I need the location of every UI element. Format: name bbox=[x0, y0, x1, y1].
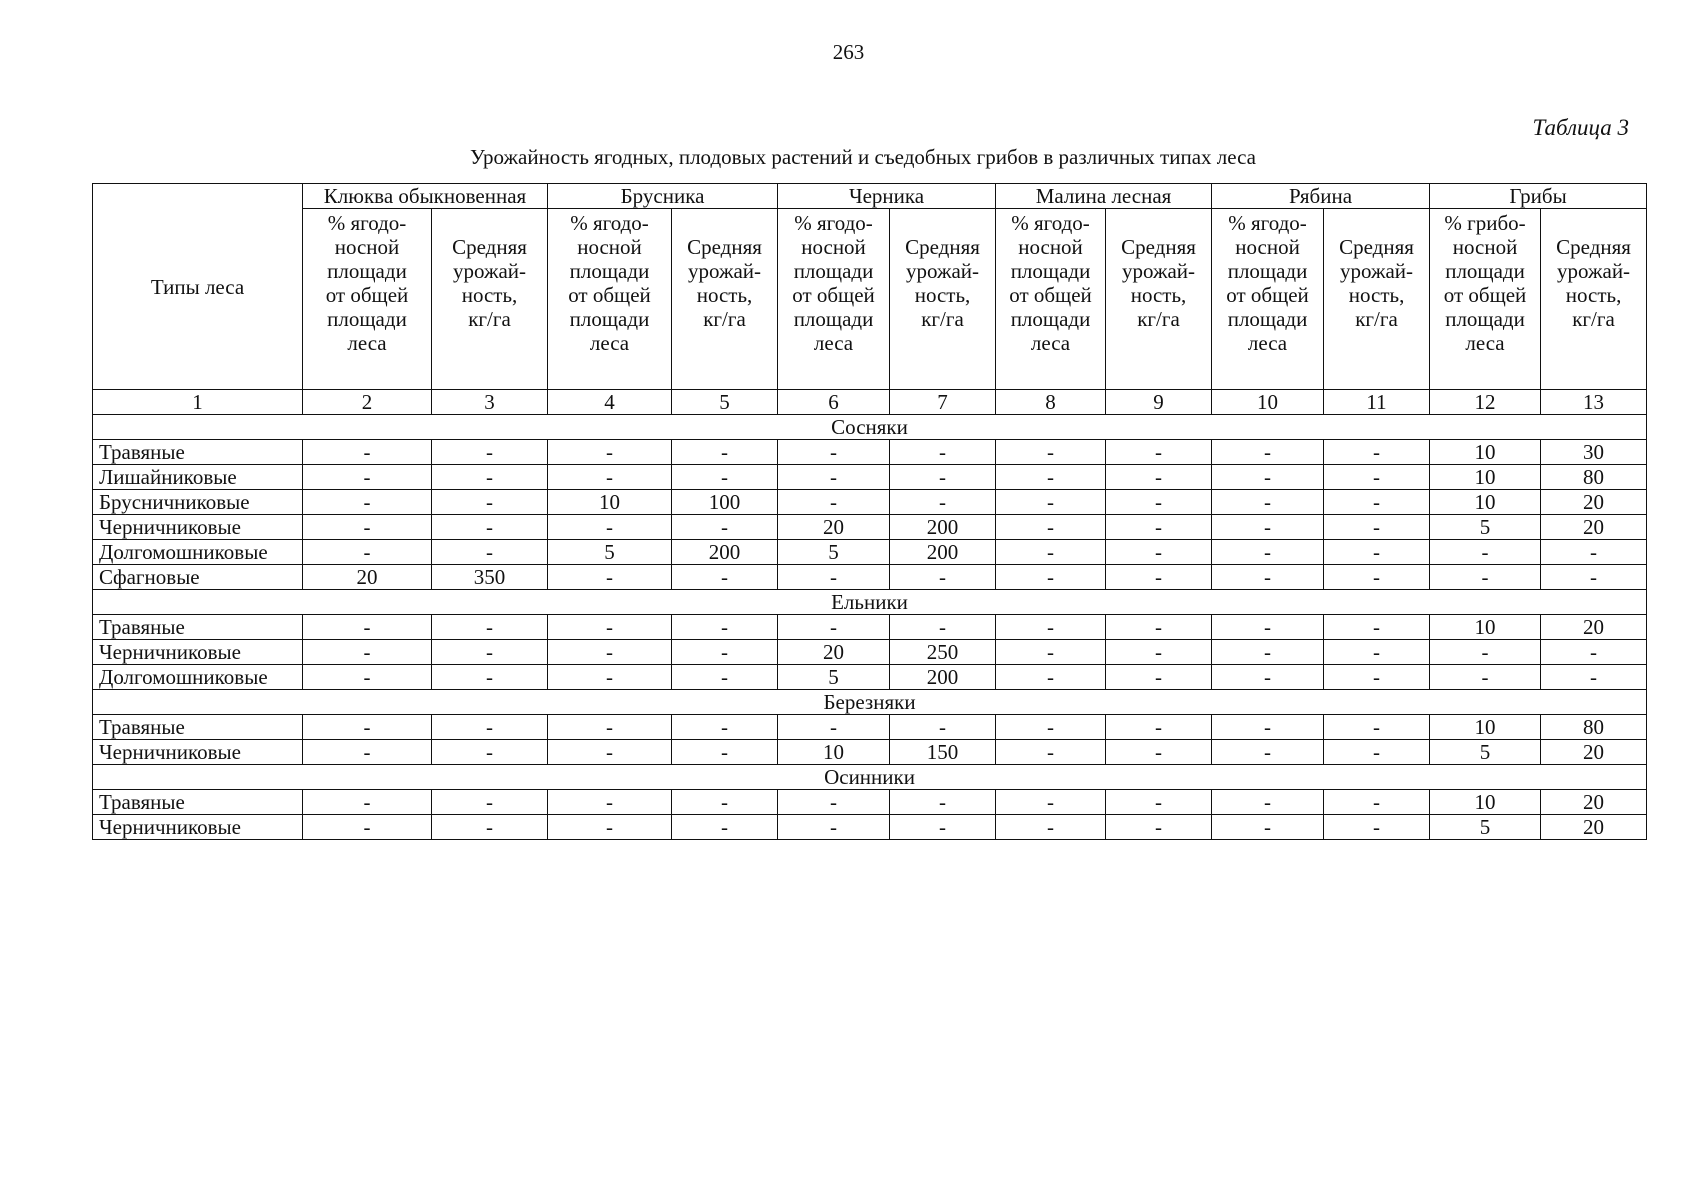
value-cell: - bbox=[1106, 465, 1212, 490]
header-subcolumn-line: площади bbox=[1010, 307, 1091, 331]
header-group: Грибы bbox=[1430, 184, 1647, 209]
value-cell: - bbox=[432, 440, 548, 465]
value-cell: - bbox=[1430, 565, 1541, 590]
value-cell: - bbox=[1541, 565, 1647, 590]
header-subcolumn-line: кг/га bbox=[1137, 307, 1180, 331]
forest-type-cell: Травяные bbox=[93, 615, 303, 640]
value-cell: - bbox=[778, 815, 890, 840]
header-subcolumn-line: площади bbox=[569, 307, 650, 331]
section-title: Ельники bbox=[93, 590, 1647, 615]
value-cell: - bbox=[1106, 615, 1212, 640]
section-title: Сосняки bbox=[93, 415, 1647, 440]
value-cell: 80 bbox=[1541, 715, 1647, 740]
value-cell: 10 bbox=[1430, 490, 1541, 515]
value-cell: 5 bbox=[778, 665, 890, 690]
forest-type-cell: Сфагновые bbox=[93, 565, 303, 590]
table-row bbox=[93, 815, 1647, 840]
value-cell: - bbox=[548, 515, 672, 540]
value-cell: - bbox=[1541, 665, 1647, 690]
forest-type-cell: Черничниковые bbox=[93, 740, 303, 765]
value-cell: 10 bbox=[1430, 465, 1541, 490]
table-row bbox=[93, 465, 1647, 490]
header-subcolumn-line: Средняя bbox=[905, 235, 980, 259]
value-cell: - bbox=[996, 440, 1106, 465]
header-subcolumn-line: площади bbox=[793, 307, 874, 331]
forest-type-cell: Лишайниковые bbox=[93, 465, 303, 490]
value-cell: - bbox=[1106, 815, 1212, 840]
value-cell: - bbox=[996, 465, 1106, 490]
value-cell: - bbox=[1106, 665, 1212, 690]
value-cell: - bbox=[303, 815, 432, 840]
value-cell: - bbox=[1212, 815, 1324, 840]
header-subcolumn-line: площади bbox=[327, 259, 407, 283]
value-cell: - bbox=[1541, 540, 1647, 565]
value-cell: - bbox=[672, 515, 778, 540]
value-cell: 20 bbox=[1541, 515, 1647, 540]
value-cell: - bbox=[1324, 665, 1430, 690]
value-cell: - bbox=[548, 815, 672, 840]
value-cell: - bbox=[996, 565, 1106, 590]
header-subcolumn-line: % ягодо- bbox=[794, 211, 873, 235]
value-cell: - bbox=[890, 565, 996, 590]
header-subcolumn-line: урожай- bbox=[687, 259, 762, 283]
table-row bbox=[93, 790, 1647, 815]
value-cell: - bbox=[432, 665, 548, 690]
table-row bbox=[93, 715, 1647, 740]
value-cell: 150 bbox=[890, 740, 996, 765]
value-cell: - bbox=[890, 815, 996, 840]
table-title: Урожайность ягодных, плодовых растений и съедобных грибов в различных типах леса bbox=[470, 145, 1256, 169]
forest-type-cell: Брусничниковые bbox=[93, 490, 303, 515]
value-cell: - bbox=[996, 790, 1106, 815]
table-row bbox=[93, 490, 1647, 515]
value-cell: - bbox=[1324, 790, 1430, 815]
value-cell: 100 bbox=[672, 490, 778, 515]
value-cell: - bbox=[996, 715, 1106, 740]
table-row bbox=[93, 665, 1647, 690]
column-number: 12 bbox=[1430, 390, 1541, 415]
value-cell: - bbox=[548, 665, 672, 690]
header-subcolumn-line: носной bbox=[1018, 235, 1083, 259]
table-row bbox=[93, 540, 1647, 565]
value-cell: - bbox=[1212, 615, 1324, 640]
value-cell: - bbox=[432, 465, 548, 490]
value-cell: - bbox=[1106, 565, 1212, 590]
header-subcolumn-line: от общей bbox=[792, 283, 875, 307]
value-cell: - bbox=[432, 540, 548, 565]
header-subcolumn-line: носной bbox=[577, 235, 642, 259]
header-subcolumn-line: Средняя bbox=[1121, 235, 1196, 259]
value-cell: - bbox=[1106, 440, 1212, 465]
value-cell: 20 bbox=[1541, 790, 1647, 815]
header-subcolumn-line: площади bbox=[1227, 307, 1308, 331]
column-number: 10 bbox=[1212, 390, 1324, 415]
value-cell: - bbox=[432, 715, 548, 740]
header-subcolumn-line: от общей bbox=[1009, 283, 1092, 307]
value-cell: - bbox=[432, 515, 548, 540]
value-cell: - bbox=[672, 815, 778, 840]
value-cell: - bbox=[778, 715, 890, 740]
page-number: 263 bbox=[832, 40, 865, 64]
value-cell: - bbox=[890, 440, 996, 465]
value-cell: - bbox=[303, 715, 432, 740]
header-subcolumn-line: ность, bbox=[1348, 283, 1405, 307]
value-cell: 20 bbox=[778, 515, 890, 540]
header-subcolumn bbox=[1541, 209, 1647, 390]
header-group: Брусника bbox=[548, 184, 778, 209]
header-subcolumn-line: площади bbox=[1010, 259, 1091, 283]
value-cell: - bbox=[1324, 715, 1430, 740]
section-row bbox=[93, 765, 1647, 790]
value-cell: - bbox=[1106, 640, 1212, 665]
header-subcolumn-line: носной bbox=[334, 235, 400, 259]
value-cell: 10 bbox=[1430, 715, 1541, 740]
value-cell: - bbox=[548, 715, 672, 740]
header-subcolumn-line: леса bbox=[347, 331, 387, 355]
value-cell: - bbox=[1212, 515, 1324, 540]
value-cell: - bbox=[1212, 740, 1324, 765]
value-cell: - bbox=[1212, 715, 1324, 740]
column-number: 9 bbox=[1106, 390, 1212, 415]
value-cell: - bbox=[548, 465, 672, 490]
header-subcolumn-line: леса bbox=[1030, 331, 1071, 355]
value-cell: 5 bbox=[778, 540, 890, 565]
value-cell: 20 bbox=[1541, 740, 1647, 765]
value-cell: 200 bbox=[890, 515, 996, 540]
value-cell: - bbox=[1324, 440, 1430, 465]
header-subcolumn bbox=[890, 209, 996, 390]
value-cell: - bbox=[303, 615, 432, 640]
header-forest-type: Типы леса bbox=[93, 184, 303, 390]
value-cell: - bbox=[303, 740, 432, 765]
value-cell: - bbox=[890, 715, 996, 740]
value-cell: - bbox=[1324, 465, 1430, 490]
value-cell: 10 bbox=[1430, 615, 1541, 640]
value-cell: - bbox=[1212, 440, 1324, 465]
forest-type-cell: Долгомошниковые bbox=[93, 665, 303, 690]
section-row bbox=[93, 415, 1647, 440]
value-cell: - bbox=[303, 790, 432, 815]
value-cell: - bbox=[778, 615, 890, 640]
table-row bbox=[93, 640, 1647, 665]
value-cell: - bbox=[1212, 565, 1324, 590]
value-cell: - bbox=[1430, 640, 1541, 665]
value-cell: 20 bbox=[1541, 815, 1647, 840]
header-subcolumn-line: площади bbox=[1445, 307, 1525, 331]
header-subcolumn-line: площади bbox=[793, 259, 874, 283]
value-cell: - bbox=[672, 565, 778, 590]
forest-type-cell: Черничниковые bbox=[93, 640, 303, 665]
table-row bbox=[93, 440, 1647, 465]
header-subcolumn-line: урожай- bbox=[452, 259, 527, 283]
value-cell: - bbox=[1106, 715, 1212, 740]
table-caption: Таблица 3 bbox=[1532, 115, 1629, 140]
value-cell: - bbox=[672, 715, 778, 740]
header-subcolumn-line: площади bbox=[1227, 259, 1308, 283]
table-row bbox=[93, 515, 1647, 540]
value-cell: - bbox=[890, 490, 996, 515]
value-cell: 80 bbox=[1541, 465, 1647, 490]
value-cell: - bbox=[996, 615, 1106, 640]
section-row bbox=[93, 690, 1647, 715]
header-subcolumn-line: леса bbox=[1465, 331, 1505, 355]
value-cell: - bbox=[548, 790, 672, 815]
header-subcolumn-line: площади bbox=[327, 307, 407, 331]
value-cell: - bbox=[432, 740, 548, 765]
value-cell: - bbox=[778, 465, 890, 490]
header-subcolumn bbox=[548, 209, 672, 390]
value-cell: 5 bbox=[1430, 815, 1541, 840]
value-cell: - bbox=[548, 615, 672, 640]
value-cell: 10 bbox=[1430, 790, 1541, 815]
value-cell: - bbox=[1212, 665, 1324, 690]
value-cell: - bbox=[672, 440, 778, 465]
forest-type-cell: Травяные bbox=[93, 715, 303, 740]
header-subcolumn-line: от общей bbox=[1443, 283, 1527, 307]
header-subcolumn-line: кг/га bbox=[921, 307, 964, 331]
value-cell: - bbox=[303, 665, 432, 690]
value-cell: 350 bbox=[432, 565, 548, 590]
value-cell: - bbox=[548, 440, 672, 465]
value-cell: - bbox=[1324, 615, 1430, 640]
value-cell: - bbox=[432, 815, 548, 840]
column-number-row bbox=[93, 390, 1647, 415]
value-cell: - bbox=[1212, 465, 1324, 490]
value-cell: - bbox=[672, 465, 778, 490]
value-cell: - bbox=[548, 640, 672, 665]
header-subcolumn bbox=[996, 209, 1106, 390]
header-subcolumn-line: урожай- bbox=[1557, 259, 1631, 283]
value-cell: - bbox=[778, 790, 890, 815]
header-subcolumn bbox=[1106, 209, 1212, 390]
header-group: Черника bbox=[778, 184, 996, 209]
forest-type-cell: Травяные bbox=[93, 790, 303, 815]
value-cell: - bbox=[996, 490, 1106, 515]
value-cell: - bbox=[1212, 640, 1324, 665]
forest-type-cell: Травяные bbox=[93, 440, 303, 465]
value-cell: - bbox=[1212, 790, 1324, 815]
value-cell: 30 bbox=[1541, 440, 1647, 465]
header-subcolumn-line: ность, bbox=[1130, 283, 1187, 307]
value-cell: - bbox=[1106, 490, 1212, 515]
value-cell: 20 bbox=[303, 565, 432, 590]
header-subcolumn-line: от общей bbox=[568, 283, 651, 307]
value-cell: - bbox=[778, 490, 890, 515]
value-cell: 5 bbox=[1430, 515, 1541, 540]
value-cell: 5 bbox=[1430, 740, 1541, 765]
header-group: Клюква обыкновенная bbox=[303, 184, 548, 209]
header-subcolumn-line: ность, bbox=[1565, 283, 1622, 307]
table-row bbox=[93, 740, 1647, 765]
value-cell: 250 bbox=[890, 640, 996, 665]
header-subcolumn bbox=[1430, 209, 1541, 390]
header-subcolumn-line: Средняя bbox=[1339, 235, 1414, 259]
column-number: 4 bbox=[548, 390, 672, 415]
header-subcolumn-line: % ягодо- bbox=[327, 211, 407, 235]
header-subcolumn-line: площади bbox=[569, 259, 650, 283]
table-row bbox=[93, 565, 1647, 590]
value-cell: - bbox=[1106, 790, 1212, 815]
section-title: Осинники bbox=[93, 765, 1647, 790]
header-subcolumn bbox=[1212, 209, 1324, 390]
value-cell: 10 bbox=[548, 490, 672, 515]
header-subcolumn-line: от общей bbox=[325, 283, 409, 307]
column-number: 1 bbox=[93, 390, 303, 415]
value-cell: - bbox=[432, 615, 548, 640]
header-subcolumn-line: кг/га bbox=[1572, 307, 1615, 331]
header-subcolumn-line: % ягодо- bbox=[570, 211, 649, 235]
column-number: 11 bbox=[1324, 390, 1430, 415]
value-cell: - bbox=[303, 465, 432, 490]
header-subcolumn-line: от общей bbox=[1226, 283, 1309, 307]
header-subcolumn-line: % ягодо- bbox=[1228, 211, 1307, 235]
header-subcolumn-line: урожай- bbox=[1122, 259, 1196, 283]
value-cell: 5 bbox=[548, 540, 672, 565]
value-cell: - bbox=[1106, 540, 1212, 565]
header-subcolumn-line: кг/га bbox=[703, 307, 746, 331]
header-subcolumn-line: ность, bbox=[914, 283, 971, 307]
value-cell: - bbox=[1430, 540, 1541, 565]
header-subcolumn bbox=[1324, 209, 1430, 390]
header-subcolumn-line: носной bbox=[801, 235, 866, 259]
value-cell: - bbox=[672, 615, 778, 640]
header-subcolumn-line: урожай- bbox=[1340, 259, 1414, 283]
header-subcolumn-line: носной bbox=[1235, 235, 1300, 259]
column-number: 5 bbox=[672, 390, 778, 415]
header-subcolumn-line: кг/га bbox=[468, 307, 511, 331]
column-number: 7 bbox=[890, 390, 996, 415]
yield-table bbox=[92, 183, 1647, 840]
value-cell: - bbox=[890, 615, 996, 640]
column-number: 3 bbox=[432, 390, 548, 415]
value-cell: - bbox=[432, 790, 548, 815]
forest-type-cell: Долгомошниковые bbox=[93, 540, 303, 565]
value-cell: 10 bbox=[1430, 440, 1541, 465]
value-cell: - bbox=[672, 790, 778, 815]
value-cell: 20 bbox=[1541, 615, 1647, 640]
value-cell: - bbox=[672, 740, 778, 765]
value-cell: - bbox=[432, 640, 548, 665]
header-subcolumn-line: Средняя bbox=[687, 235, 762, 259]
value-cell: - bbox=[1324, 515, 1430, 540]
value-cell: - bbox=[890, 465, 996, 490]
header-subcolumn bbox=[672, 209, 778, 390]
header-subcolumn-line: % ягодо- bbox=[1011, 211, 1090, 235]
header-subcolumn-line: ность, bbox=[696, 283, 753, 307]
value-cell: - bbox=[1324, 490, 1430, 515]
value-cell: - bbox=[1324, 740, 1430, 765]
header-subcolumn-line: носной bbox=[1452, 235, 1518, 259]
value-cell: - bbox=[1106, 740, 1212, 765]
header-row-groups bbox=[93, 184, 1647, 209]
value-cell: - bbox=[1324, 815, 1430, 840]
value-cell: - bbox=[303, 540, 432, 565]
value-cell: 10 bbox=[778, 740, 890, 765]
header-row-sub bbox=[93, 209, 1647, 390]
header-subcolumn-line: ность, bbox=[461, 283, 518, 307]
value-cell: 200 bbox=[890, 665, 996, 690]
value-cell: - bbox=[1541, 640, 1647, 665]
value-cell: 20 bbox=[1541, 490, 1647, 515]
value-cell: - bbox=[303, 640, 432, 665]
column-number: 2 bbox=[303, 390, 432, 415]
header-group: Рябина bbox=[1212, 184, 1430, 209]
value-cell: 200 bbox=[672, 540, 778, 565]
value-cell: - bbox=[1324, 640, 1430, 665]
column-number: 6 bbox=[778, 390, 890, 415]
value-cell: - bbox=[996, 515, 1106, 540]
header-group: Малина лесная bbox=[996, 184, 1212, 209]
value-cell: - bbox=[303, 490, 432, 515]
value-cell: - bbox=[996, 540, 1106, 565]
forest-type-cell: Черничниковые bbox=[93, 515, 303, 540]
header-subcolumn-line: леса bbox=[589, 331, 630, 355]
column-number: 8 bbox=[996, 390, 1106, 415]
value-cell: - bbox=[1212, 540, 1324, 565]
value-cell: - bbox=[672, 640, 778, 665]
header-subcolumn-line: % грибо- bbox=[1444, 211, 1526, 235]
value-cell: - bbox=[303, 515, 432, 540]
value-cell: - bbox=[890, 790, 996, 815]
value-cell: 20 bbox=[778, 640, 890, 665]
header-subcolumn bbox=[303, 209, 432, 390]
forest-type-cell: Черничниковые bbox=[93, 815, 303, 840]
value-cell: - bbox=[548, 565, 672, 590]
value-cell: 200 bbox=[890, 540, 996, 565]
section-title: Березняки bbox=[93, 690, 1647, 715]
section-row bbox=[93, 590, 1647, 615]
header-subcolumn-line: кг/га bbox=[1355, 307, 1398, 331]
value-cell: - bbox=[996, 640, 1106, 665]
header-subcolumn-line: Средняя bbox=[452, 235, 527, 259]
value-cell: - bbox=[996, 665, 1106, 690]
table-row bbox=[93, 615, 1647, 640]
value-cell: - bbox=[432, 490, 548, 515]
value-cell: - bbox=[996, 740, 1106, 765]
column-number: 13 bbox=[1541, 390, 1647, 415]
value-cell: - bbox=[1106, 515, 1212, 540]
value-cell: - bbox=[996, 815, 1106, 840]
header-subcolumn bbox=[778, 209, 890, 390]
value-cell: - bbox=[778, 440, 890, 465]
header-subcolumn bbox=[432, 209, 548, 390]
header-subcolumn-line: леса bbox=[813, 331, 854, 355]
value-cell: - bbox=[1324, 540, 1430, 565]
value-cell: - bbox=[548, 740, 672, 765]
header-subcolumn-line: площади bbox=[1445, 259, 1525, 283]
header-subcolumn-line: леса bbox=[1247, 331, 1288, 355]
header-subcolumn-line: урожай- bbox=[905, 259, 980, 283]
value-cell: - bbox=[1324, 565, 1430, 590]
value-cell: - bbox=[672, 665, 778, 690]
value-cell: - bbox=[1430, 665, 1541, 690]
value-cell: - bbox=[1212, 490, 1324, 515]
value-cell: - bbox=[778, 565, 890, 590]
header-subcolumn-line: Средняя bbox=[1556, 235, 1631, 259]
value-cell: - bbox=[303, 440, 432, 465]
